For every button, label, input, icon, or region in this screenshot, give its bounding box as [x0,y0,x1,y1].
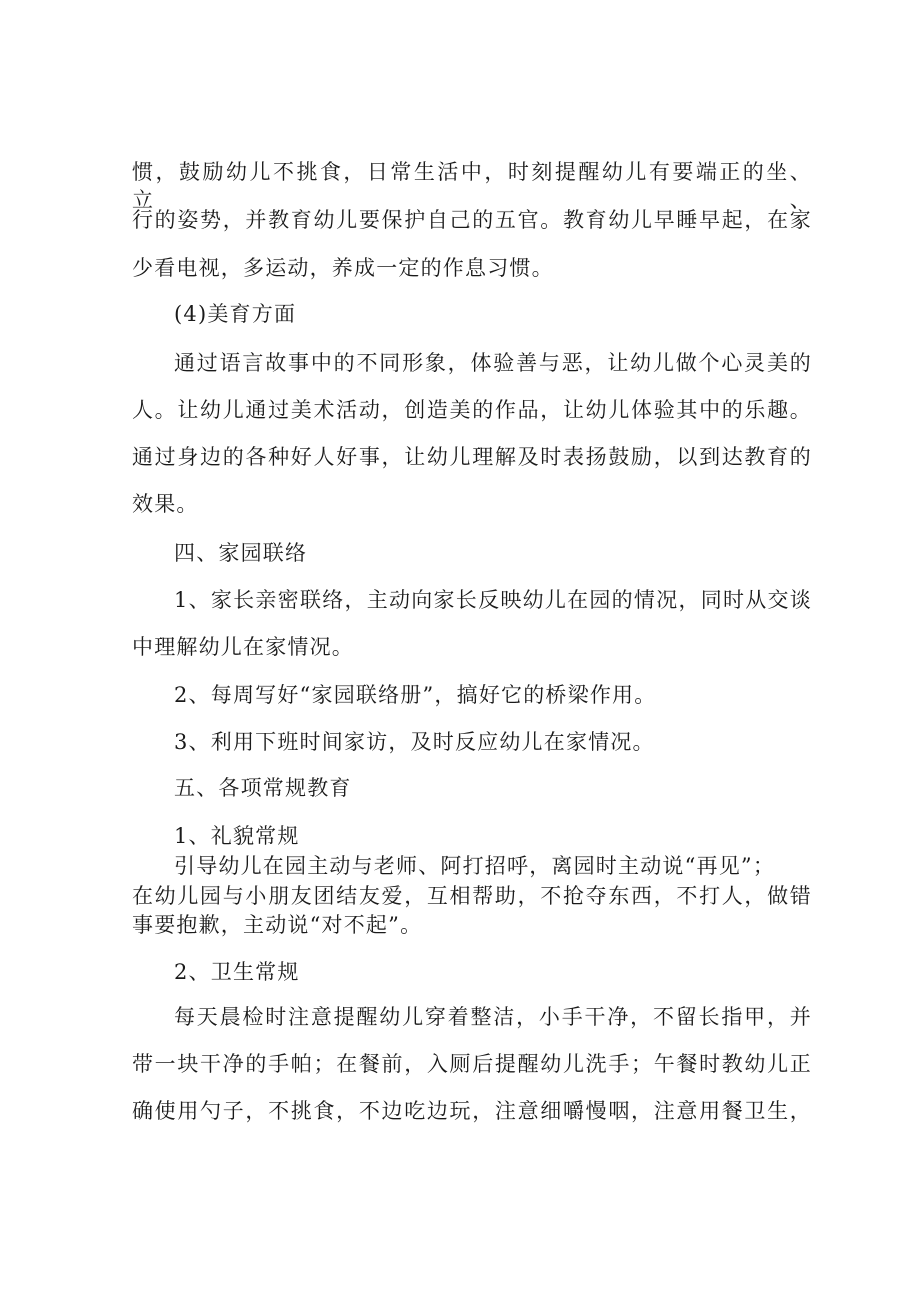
paragraph-line: 在幼儿园与小朋友团结友爱，互相帮助，不抢夺东西，不打人，做错 [132,884,812,908]
paragraph-line: 1、家长亲密联络，主动向家长反映幼儿在园的情况，同时从交谈 [174,588,812,612]
paragraph-line: 行的姿势，并教育幼儿要保护自己的五官。教育幼儿早睡早起，在家 [132,208,812,232]
section-heading: (4)美育方面 [174,302,297,326]
section-heading: 五、各项常规教育 [174,776,352,800]
paragraph-line: 通过语言故事中的不同形象，体验善与恶，让幼儿做个心灵美的 [174,351,812,375]
paragraph-line: 效果。 [132,492,199,516]
subsection-heading: 1、礼貌常规 [174,824,300,848]
section-heading: 四、家园联络 [174,541,308,565]
paragraph-line: 人。让幼儿通过美术活动，创造美的作品，让幼儿体验其中的乐趣。 [132,398,812,422]
paragraph-line: 通过身边的各种好人好事，让幼儿理解及时表扬鼓励，以到达教育的 [132,445,812,469]
paragraph-line: 少看电视，多运动，养成一定的作息习惯。 [132,256,554,280]
paragraph-line: 确使用勺子，不挑食，不边吃边玩，注意细嚼慢咽，注意用餐卫生， [132,1099,812,1123]
paragraph-line: 每天晨检时注意提醒幼儿穿着整洁，小手干净，不留长指甲，并 [174,1005,812,1029]
paragraph-line: 惯，鼓励幼儿不挑食，日常生活中，时刻提醒幼儿有要端正的坐、立、 [132,160,812,212]
paragraph-line: 2、每周写好“家园联络册”，搞好它的桥梁作用。 [174,683,657,707]
paragraph-line: 带一块干净的手帕；在餐前，入厕后提醒幼儿洗手；午餐时教幼儿正 [132,1052,812,1076]
paragraph-line: 3、利用下班时间家访，及时反应幼儿在家情况。 [174,730,655,754]
paragraph-line: 事要抱歉，主动说“对不起”。 [132,913,423,937]
paragraph-line: 中理解幼儿在家情况。 [132,635,354,659]
paragraph-line: 引导幼儿在园主动与老师、阿打招呼，离园时主动说“再见”； [174,854,776,878]
subsection-heading: 2、卫生常规 [174,960,300,984]
